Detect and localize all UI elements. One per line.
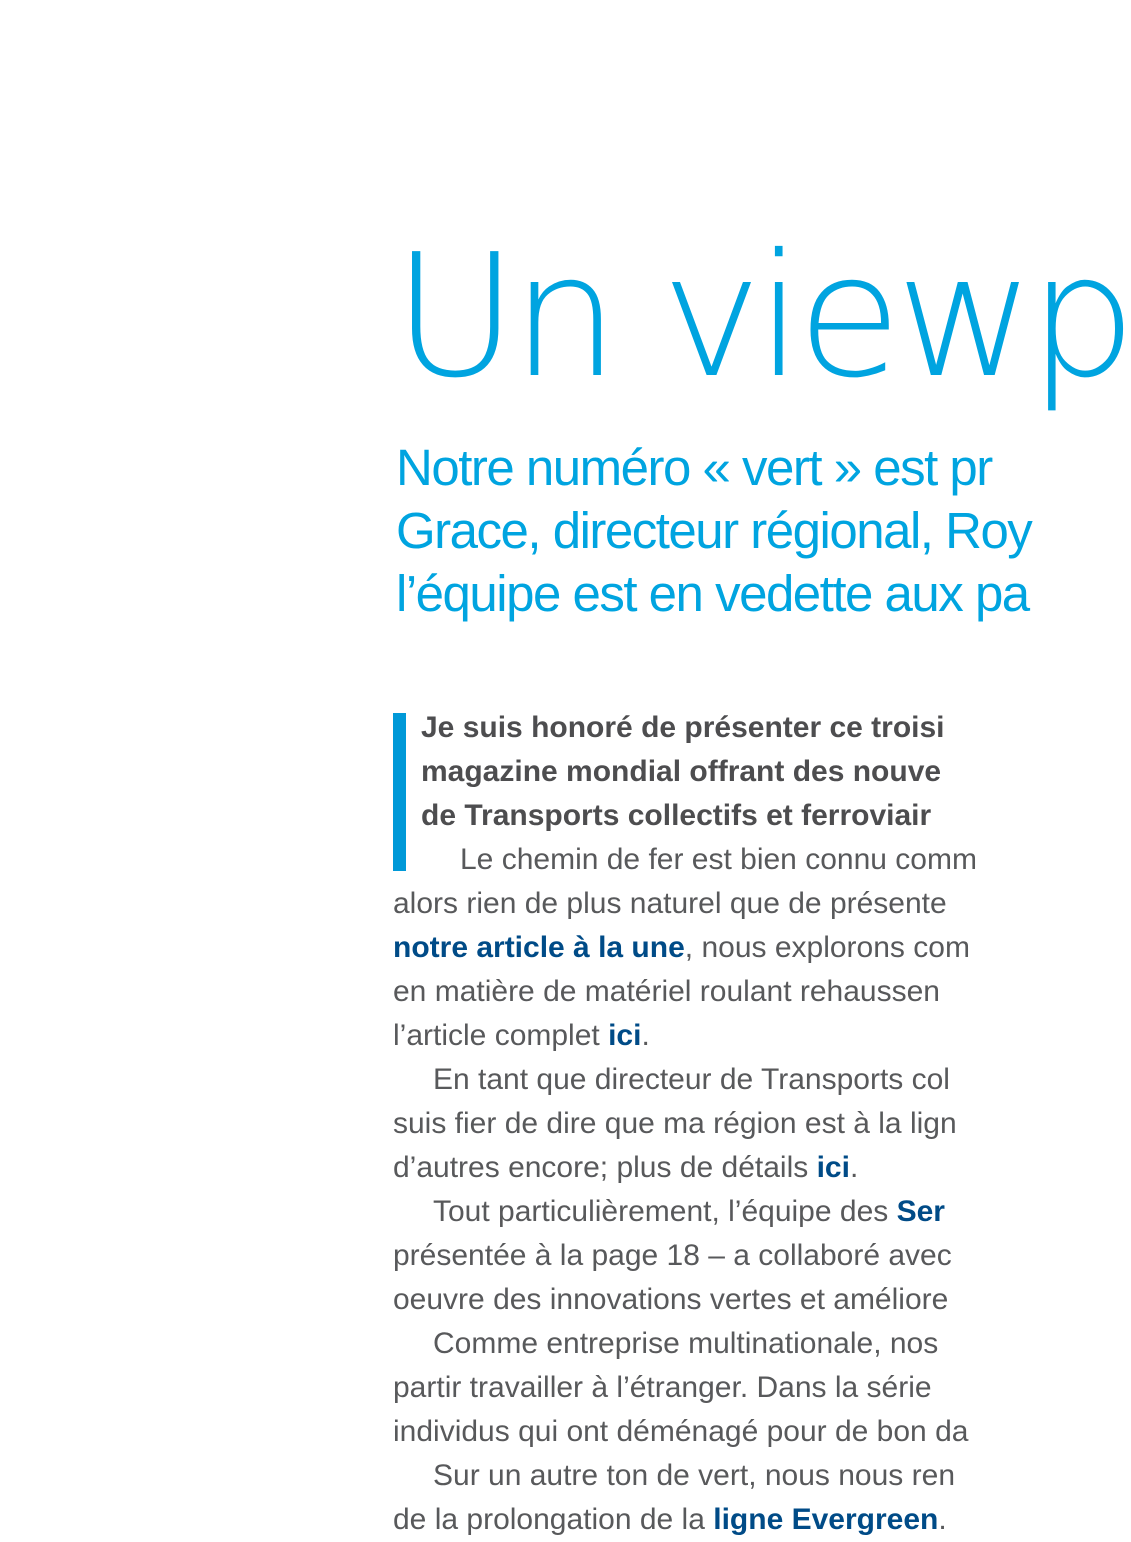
body-text-span: d’autres encore; plus de détails	[393, 1151, 817, 1184]
body-text-span: .	[938, 1503, 947, 1536]
body-text-span: .	[641, 1019, 650, 1052]
full-article-link[interactable]: ici	[608, 1019, 642, 1052]
body-line: suis fier de dire que ma région est à la lign	[393, 1107, 957, 1140]
body-text-span: .	[849, 1151, 859, 1184]
evergreen-line-link[interactable]: ligne Evergreen	[713, 1503, 939, 1536]
subtitle-line: l’équipe est en vedette aux pa	[396, 565, 1029, 622]
subtitle-line: Notre numéro « vert » est pr	[396, 439, 992, 496]
lead-paragraph	[421, 706, 945, 838]
body-line	[393, 1498, 977, 1542]
lead-line: magazine mondial offrant des nouve	[421, 755, 942, 788]
body-line: partir travailler à l’étranger. Dans la série	[393, 1371, 932, 1404]
body-line: En tant que directeur de Transports col	[433, 1063, 950, 1096]
lead-line: Je suis honoré de présenter ce troisi	[421, 711, 945, 744]
article-title: Un viewp	[393, 218, 1131, 416]
subtitle-line: Grace, directeur régional, Roy	[396, 502, 1032, 559]
body-line: Comme entreprise multinationale, nos	[433, 1327, 939, 1360]
body-line	[393, 926, 977, 970]
body-line: oeuvre des innovations vertes et améliore	[393, 1283, 949, 1316]
details-link[interactable]: ici	[816, 1151, 850, 1184]
body-line: présentée à la page 18 – a collaboré avec	[393, 1239, 952, 1272]
lead-line: de Transports collectifs et ferroviair	[421, 799, 932, 832]
featured-article-link[interactable]: notre article à la une	[393, 931, 685, 964]
body-line: individus qui ont déménagé pour de bon da	[393, 1415, 969, 1448]
body-text-span: Tout particulièrement, l’équipe des	[433, 1195, 897, 1228]
body-text-span: de la prolongation de la	[393, 1503, 714, 1536]
services-link[interactable]: Ser	[896, 1195, 945, 1228]
body-line: Sur un autre ton de vert, nous nous ren	[433, 1459, 955, 1492]
article-subtitle	[396, 436, 1031, 625]
body-line: alors rien de plus naturel que de présente	[393, 887, 947, 920]
body-line: Le chemin de fer est bien connu comm	[460, 843, 977, 876]
body-line: en matière de matériel roulant rehaussen	[393, 975, 940, 1008]
body-line	[393, 1014, 977, 1058]
body-text-span: l’article complet	[393, 1019, 609, 1052]
article-body	[393, 838, 977, 1542]
body-text-span: , nous explorons com	[684, 931, 970, 964]
body-line	[393, 1190, 977, 1234]
body-line	[393, 1146, 977, 1190]
